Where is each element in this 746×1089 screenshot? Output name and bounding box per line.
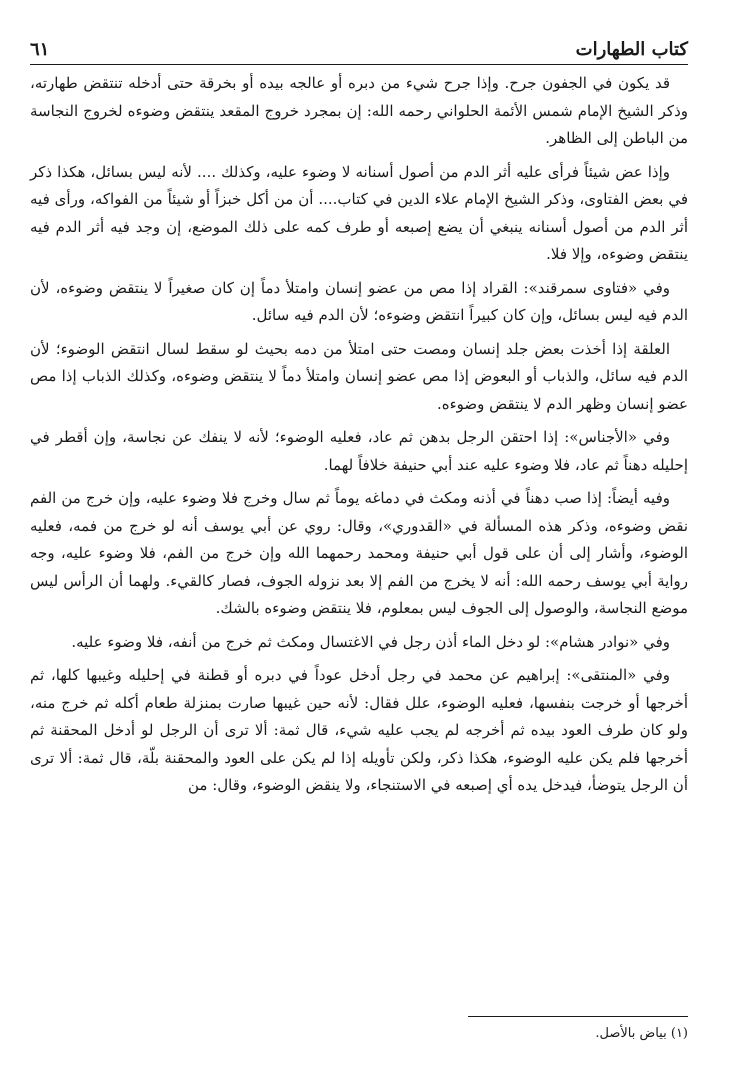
paragraph: قد يكون في الجفون جرح. وإذا جرح شيء من دبره أو عالجه بيده أو بخرقة حتى أدخله تنتقض طهارته، وذكر الشيخ الإمام شمس الأئمة الحلواني رحمه الله: إن بمجرد خروج المقعد ينتقض وضوءه لخروج النجاسة من الباطن إلى الظاهر. [30, 74, 688, 147]
paragraph: وفي «الأجناس»: إذا احتقن الرجل بدهن ثم عاد، فعليه الوضوء؛ لأنه لا ينفك عن نجاسة، وإن أقطر في إحليله دهناً ثم عاد، فلا وضوء عليه عند أبي حنيفة خلافاً لهما. [30, 428, 688, 474]
paragraph: وفي «المنتقى»: إبراهيم عن محمد في رجل أدخل عوداً في دبره أو قطنة في إحليله وغيبها كلها، ثم أخرجها أو خرجت بنفسها، فعليه الوضوء، علل فقال: لأنه حين غيبها صارت بمنزلة طعام أكله ثم خرج منه، ولو كان طرف العود بيده ثم أخرجه لم يجب عليه شيء، قال ثمة: ألا ترى أن الرجل لو أدخل المحقنة ثم أخرجها فلم يكن عليه الوضوء، هكذا ذكر، ولكن تأويله إذا لم يكن على العود والمحقنة بلّة، قال ثمة: ألا ترى أن الرجل يتوضأ، فيدخل يده أي إصبعه في الاستنجاء، ولا ينقض الوضوء، وقال: من [30, 666, 688, 794]
page-header [30, 32, 688, 65]
page-number: ٦١ [30, 39, 50, 60]
paragraph-text: وإذا عض شيئاً فرأى عليه أثر الدم من أصول أسنانه لا وضوء عليه، وكذلك .... لأنه ليس بسائل، هكذا ذكر في بعض الفتاوى، وذكر الشيخ الإمام علاء الدين في كتاب.... أن من أكل خبزاً أو شيئاً من الفواكه، ورأى فيه أثر الدم من أصول أسنانه ينبغي أن يضع إصبعه أو طرف كمه على ذلك الموضع، إن وجد فيه أثر الدم فيه ينتقض وضوءه، وإلا فلا. [30, 162, 688, 263]
paragraph: وفيه أيضاً: إذا صب دهناً في أذنه ومكث في دماغه يوماً ثم سال وخرج فلا وضوء عليه، وإن خرج من الفم نقض وضوءه، وذكر هذه المسألة في «القدوري»، وقال: روي عن أبي يوسف أنه لو خرج من فمه، فعليه الوضوء، وأشار إلى أن على قول أبي حنيفة ومحمد رحمهما الله وإن خرج من الفم، فلا وضوء عليه، وجه رواية أبي يوسف رحمه الله: أنه لا يخرج من الفم إلا بعد نزوله الجوف، فصار كالقيء. ولهما أن الرأس ليس موضع النجاسة، والوصول إلى الجوف ليس بمعلوم، فلا ينتقض وضوءه بالشك. [30, 489, 688, 617]
footnote: (١) بياض بالأصل. [595, 1026, 688, 1041]
paragraph: العلقة إذا أخذت بعض جلد إنسان ومصت حتى امتلأ من دمه بحيث لو سقط لسال انتقض الوضوء؛ لأن الدم فيه سائل، والذباب أو البعوض إذا مص عضو إنسان وامتلأ دماً لا ينتقض وضوءه، وكذلك الذباب إذا مص عضو إنسان وظهر الدم لا ينتقض وضوءه. [30, 339, 688, 413]
footnote-divider [468, 1016, 688, 1017]
paragraph: وفي «فتاوى سمرقند»: القراد إذا مص من عضو إنسان وامتلأ دماً إن كان صغيراً لا ينتقض وضوءه، لأن الدم فيه ليس بسائل، وإن كان كبيراً انتقض وضوءه؛ لأن الدم فيه سائل. [30, 278, 688, 324]
book-title: كتاب الطهارات [575, 39, 688, 60]
paragraph [30, 159, 688, 269]
paragraph: وفي «نوادر هشام»: لو دخل الماء أذن رجل في الاغتسال ومكث ثم خرج من أنفه، فلا وضوء عليه. [71, 632, 670, 651]
page-body [30, 70, 688, 806]
